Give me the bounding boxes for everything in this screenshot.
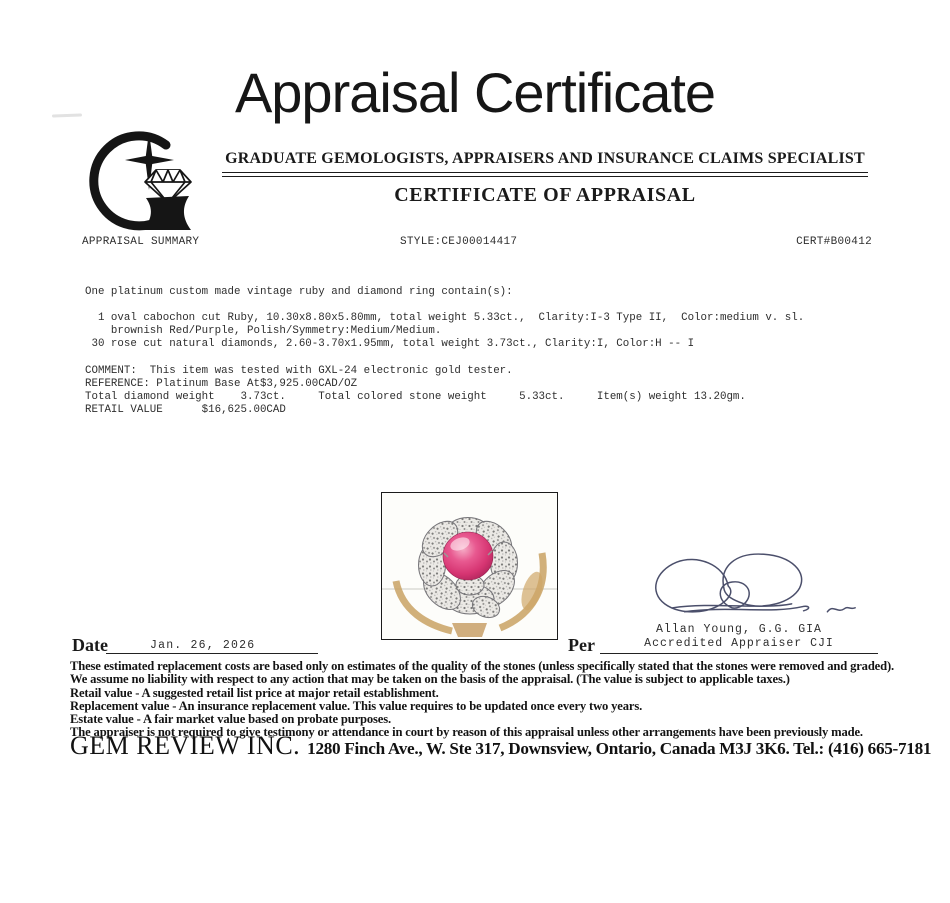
appraiser-title: Accredited Appraiser CJI (644, 636, 834, 650)
disclaimer-line: We assume no liability with respect to any action that may be taken on the basis of the appraisal. (The value is subject to applicable taxes.) (70, 672, 790, 687)
per-underline (600, 653, 878, 654)
disclaimer-block (70, 659, 895, 740)
item-description: One platinum custom made vintage ruby and diamond ring contain(s): (85, 286, 513, 298)
reference-line: REFERENCE: Platinum Base At$3,925.00CAD/OZ (85, 377, 358, 390)
disclaimer-line: Replacement value - An insurance replacement value. This value requires to be updated once every two years. (70, 698, 643, 713)
comment-line: COMMENT: This item was tested with GXL-24 electronic gold tester. (85, 364, 513, 377)
disclaimer-line: Estate value - A fair market value based on probate purposes. (70, 712, 391, 727)
blank-line (85, 299, 804, 312)
disclaimer-line: These estimated replacement costs are based only on estimates of the quality of the stones (unless specifically stated that the stones were removed and graded). (70, 659, 895, 673)
certificate-heading: CERTIFICATE OF APPRAISAL (394, 184, 696, 206)
date-value: Jan. 26, 2026 (150, 639, 256, 652)
date-label: Date (72, 635, 108, 655)
company-address: 1280 Finch Ave., W. Ste 317, Downsview, Ontario, Canada M3J 3K6. Tel.: (416) 665-7181 (307, 739, 932, 758)
appraisal-summary-label: APPRAISAL SUMMARY (82, 236, 200, 248)
gem-logo-icon (85, 126, 217, 240)
letterhead (222, 150, 868, 207)
disclaimer-line: The appraiser is not required to give testimony or attendance in court by reason of this appraisal unless other arrangements have been previously made. (70, 725, 863, 740)
stone-detail-ruby-cont: brownish Red/Purple, Polish/Symmetry:Medium/Medium. (85, 325, 442, 338)
stone-detail-ruby: 1 oval cabochon cut Ruby, 10.30x8.80x5.80mm, total weight 5.33ct., Clarity:I-3 Type II, Color:medium v. sl. (85, 312, 805, 325)
per-label: Per (568, 635, 595, 655)
disclaimer-line: Retail value - A suggested retail list price at major retail establishment. (70, 685, 439, 700)
totals-line: Total diamond weight 3.73ct. Total colored stone weight 5.33ct. Item(s) weight 13.20gm. (85, 390, 746, 403)
signature-captions (600, 623, 878, 651)
appraiser-name: Allan Young, G.G. GIA (656, 623, 822, 636)
company-footer (70, 731, 932, 761)
double-rule-divider (222, 172, 868, 177)
style-number: STYLE:CEJ00014417 (400, 236, 518, 248)
date-underline (106, 653, 318, 654)
company-name: GEM REVIEW INC. (70, 731, 301, 760)
page-title: Appraisal Certificate (234, 60, 716, 124)
certificate-number: CERT#B00412 (796, 236, 872, 248)
appraisal-body (85, 286, 804, 417)
ring-photo (381, 492, 558, 640)
appraiser-signature (633, 546, 871, 626)
stone-detail-diamonds: 30 rose cut natural diamonds, 2.60-3.70x1.95mm, total weight 3.73ct., Clarity:I, Color:H -- I (85, 338, 695, 351)
blank-line (85, 351, 804, 364)
meta-row (82, 236, 872, 250)
organization-line: GRADUATE GEMOLOGISTS, APPRAISERS AND INSURANCE CLAIMS SPECIALIST (225, 150, 865, 167)
retail-value-line: RETAIL VALUE $16,625.00CAD (85, 403, 286, 416)
